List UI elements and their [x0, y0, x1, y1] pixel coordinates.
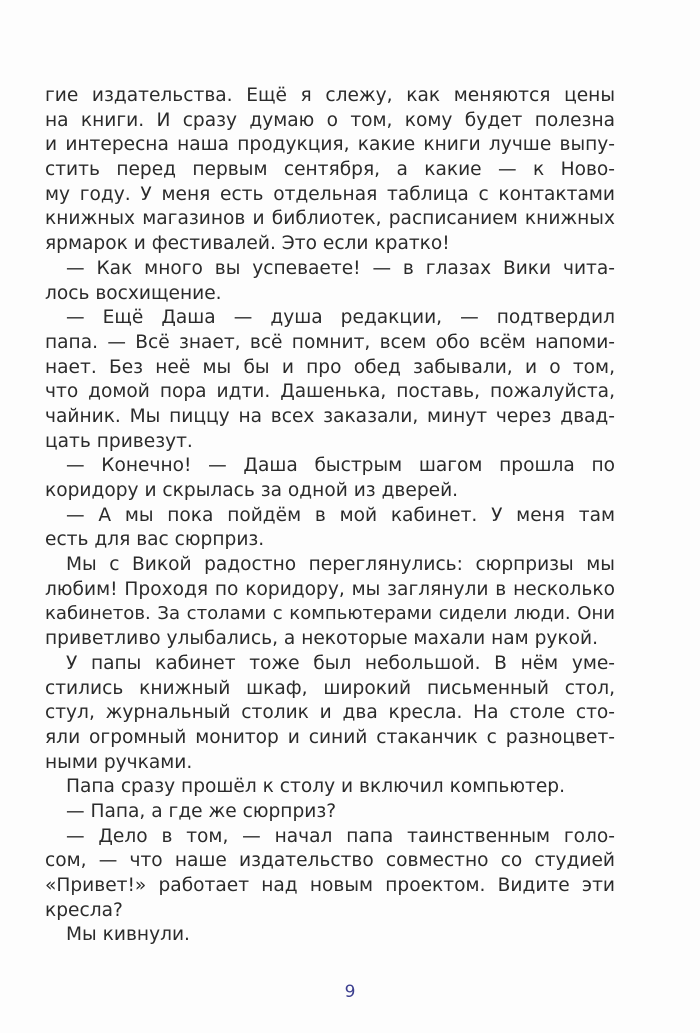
text-line: У папы кабинет тоже был небольшой. В нём уме-	[66, 652, 615, 674]
text-line: Мы с Викой радостно переглянулись: сюрпризы мы	[66, 554, 615, 576]
text-line: Мы кивнули.	[66, 924, 190, 946]
text-line: — Папа, а где же сюрприз?	[66, 800, 337, 822]
text-line: и интересна наша продукция, какие книги лучше выпу-	[45, 134, 615, 156]
text-line: ными ручками.	[45, 751, 193, 773]
text-line: стить перед первым сентября, а какие — к Ново-	[45, 159, 615, 181]
page-number: 9	[344, 982, 356, 1002]
text-line: — Ещё Даша — душа редакции, — подтвердил	[66, 307, 615, 329]
text-line: стул, журнальный столик и два кресла. На столе сто-	[45, 702, 615, 724]
text-line: — А мы пока пойдём в мой кабинет. У меня там	[66, 504, 615, 526]
text-line: папа. — Всё знает, всё помнит, всем обо всём напоми-	[45, 331, 615, 353]
text-line: му году. У меня есть отдельная таблица с контактами	[45, 183, 615, 205]
text-line: коридору и скрылась за одной из дверей.	[45, 480, 459, 501]
body-text	[45, 84, 615, 948]
text-line: кресла?	[45, 899, 123, 921]
text-line: что домой пора идти. Дашенька, поставь, пожалуйста,	[45, 381, 615, 403]
text-line: лось восхищение.	[45, 282, 222, 304]
text-line: кабинетов. За столами с компьютерами сидели люди. Они	[45, 603, 615, 625]
text-line: — Дело в том, — начал папа таинственным голо-	[66, 825, 615, 847]
text-line: любим! Проходя по коридору, мы заглянули в несколько	[45, 578, 615, 600]
text-line: нает. Без неё мы бы и про обед забывали, и о том,	[45, 356, 615, 378]
text-line: на книги. И сразу думаю о том, кому будет полезна	[45, 109, 615, 131]
text-line: сом, — что наше издательство совместно со студией	[45, 850, 615, 872]
text-line: ярмарок и фестивалей. Это если кратко!	[45, 233, 450, 255]
text-line: гие издательства. Ещё я слежу, как меняются цены	[45, 85, 615, 106]
text-line: — Конечно! — Даша быстрым шагом прошла по	[66, 455, 615, 477]
text-line: цать привезут.	[45, 430, 193, 452]
text-line: чайник. Мы пиццу на всех заказали, минут через двад-	[45, 405, 615, 427]
text-line: есть для вас сюрприз.	[45, 529, 265, 551]
text-line: книжных магазинов и библиотек, расписанием книжных	[45, 208, 615, 230]
text-line: — Как много вы успеваете! — в глазах Вики чита-	[66, 257, 615, 279]
text-line: Папа сразу прошёл к столу и включил компьютер.	[66, 776, 565, 798]
text-line: стились книжный шкаф, широкий письменный стол,	[45, 677, 615, 699]
text-line: приветливо улыбались, а некоторые махали нам рукой.	[45, 628, 599, 650]
text-line: яли огромный монитор и синий стаканчик с разноцвет-	[45, 726, 615, 748]
text-line: «Привет!» работает над новым проектом. Видите эти	[45, 875, 615, 896]
